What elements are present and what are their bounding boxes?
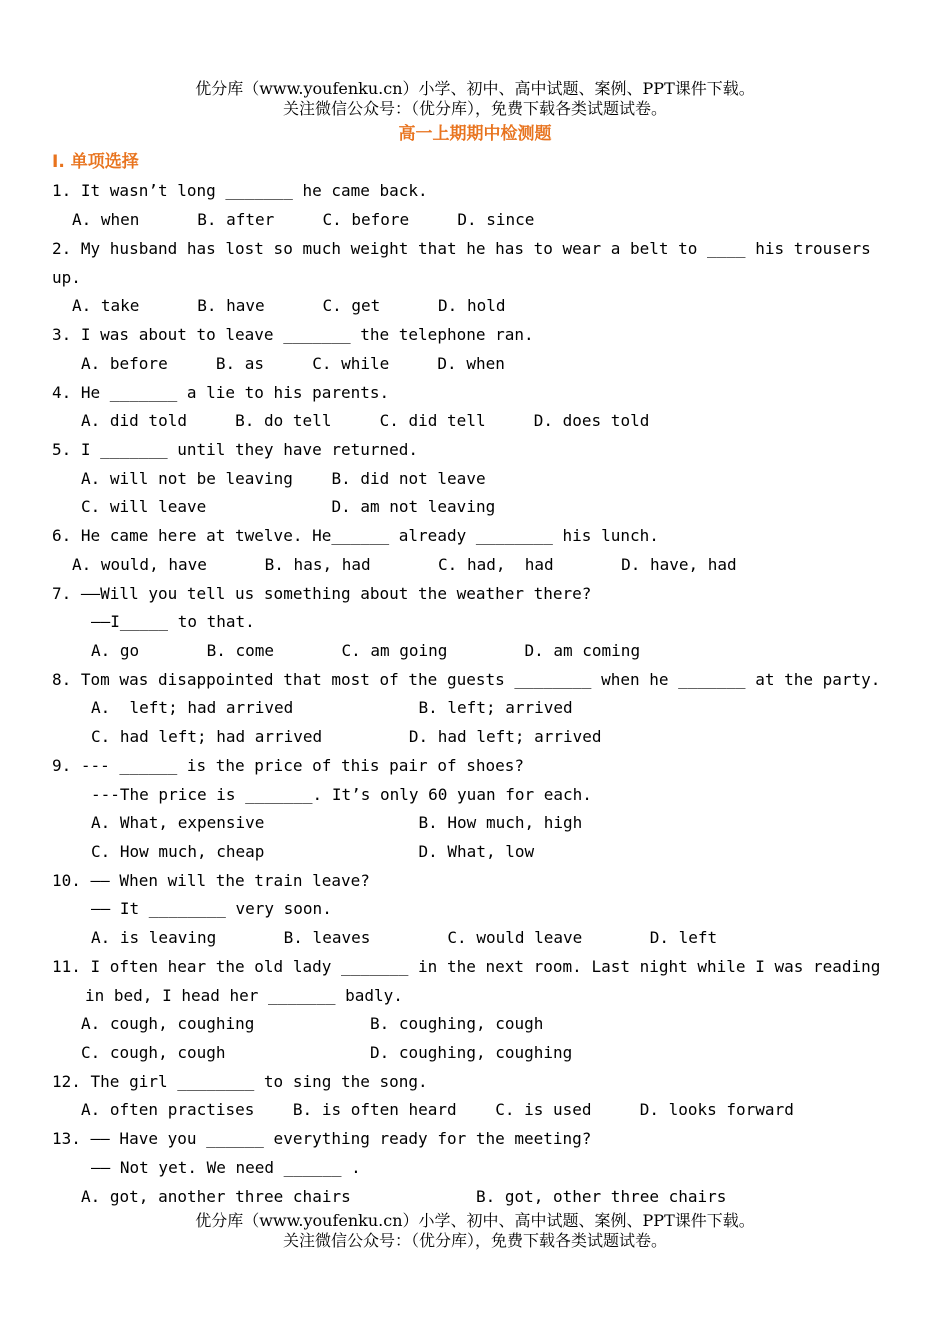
question-13-options: A. got, another three chairs B. got, other three chairs: [81, 1187, 727, 1206]
footer-line-1: 优分库（www.youfenku.cn）小学、初中、高中试题、案例、PPT课件下载。: [195, 1211, 755, 1230]
section-heading: I. 单项选择: [52, 152, 139, 172]
question-5-stem: 5. I _______ until they have returned.: [52, 440, 419, 459]
question-10-stem: 10. —— When will the train leave?: [52, 871, 370, 890]
footer-line-2: 关注微信公众号：（优分库），免费下载各类试题试卷。: [282, 1231, 667, 1250]
question-5-options-row-2: C. will leave D. am not leaving: [81, 497, 496, 516]
question-8-stem: 8. Tom was disappointed that most of the guests ________ when he _______ at the party.: [52, 670, 881, 689]
question-13-reply: —— Not yet. We need ______ .: [91, 1158, 361, 1177]
question-8-options-row-2: C. had left; had arrived D. had left; arrived: [91, 727, 602, 746]
question-8-options-row-1: A. left; had arrived B. left; arrived: [91, 698, 573, 717]
question-9-options-row-1: A. What, expensive B. How much, high: [91, 813, 583, 832]
question-3-stem: 3. I was about to leave _______ the telephone ran.: [52, 325, 534, 344]
question-5-options-row-1: A. will not be leaving B. did not leave: [81, 469, 486, 488]
question-9-options-row-2: C. How much, cheap D. What, low: [91, 842, 535, 861]
question-10-reply: —— It ________ very soon.: [91, 899, 332, 918]
question-2-stem-cont: up.: [52, 268, 81, 287]
question-11-options-row-2: C. cough, cough D. coughing, coughing: [81, 1043, 573, 1062]
question-7-reply: ——I_____ to that.: [91, 612, 255, 631]
page-title: 高一上期期中检测题: [398, 124, 552, 144]
question-11-options-row-1: A. cough, coughing B. coughing, cough: [81, 1014, 544, 1033]
question-9-reply: ---The price is _______. It’s only 60 yuan for each.: [91, 785, 592, 804]
question-7-stem: 7. ——Will you tell us something about the weather there?: [52, 584, 592, 603]
question-1-stem: 1. It wasn’t long _______ he came back.: [52, 181, 428, 200]
question-6-stem: 6. He came here at twelve. He______ already ________ his lunch.: [52, 526, 659, 545]
question-9-stem: 9. --- ______ is the price of this pair of shoes?: [52, 756, 525, 775]
question-11-stem-cont: in bed, I head her _______ badly.: [85, 986, 403, 1005]
header-line-2: 关注微信公众号：（优分库），免费下载各类试题试卷。: [282, 99, 667, 118]
question-6-options: A. would, have B. has, had C. had, had D. have, had: [72, 555, 737, 574]
header-line-1: 优分库（www.youfenku.cn）小学、初中、高中试题、案例、PPT课件下载。: [195, 79, 755, 98]
question-10-options: A. is leaving B. leaves C. would leave D. left: [91, 928, 718, 947]
question-13-stem: 13. —— Have you ______ everything ready for the meeting?: [52, 1129, 592, 1148]
question-12-stem: 12. The girl ________ to sing the song.: [52, 1072, 428, 1091]
question-4-stem: 4. He _______ a lie to his parents.: [52, 383, 390, 402]
question-12-options: A. often practises B. is often heard C. is used D. looks forward: [81, 1100, 794, 1119]
question-4-options: A. did told B. do tell C. did tell D. does told: [81, 411, 650, 430]
question-11-stem: 11. I often hear the old lady _______ in the next room. Last night while I was reading: [52, 957, 881, 976]
question-2-stem: 2. My husband has lost so much weight that he has to wear a belt to ____ his trousers: [52, 239, 871, 258]
question-2-options: A. take B. have C. get D. hold: [72, 296, 506, 315]
question-3-options: A. before B. as C. while D. when: [81, 354, 505, 373]
question-1-options: A. when B. after C. before D. since: [72, 210, 535, 229]
question-7-options: A. go B. come C. am going D. am coming: [91, 641, 641, 660]
